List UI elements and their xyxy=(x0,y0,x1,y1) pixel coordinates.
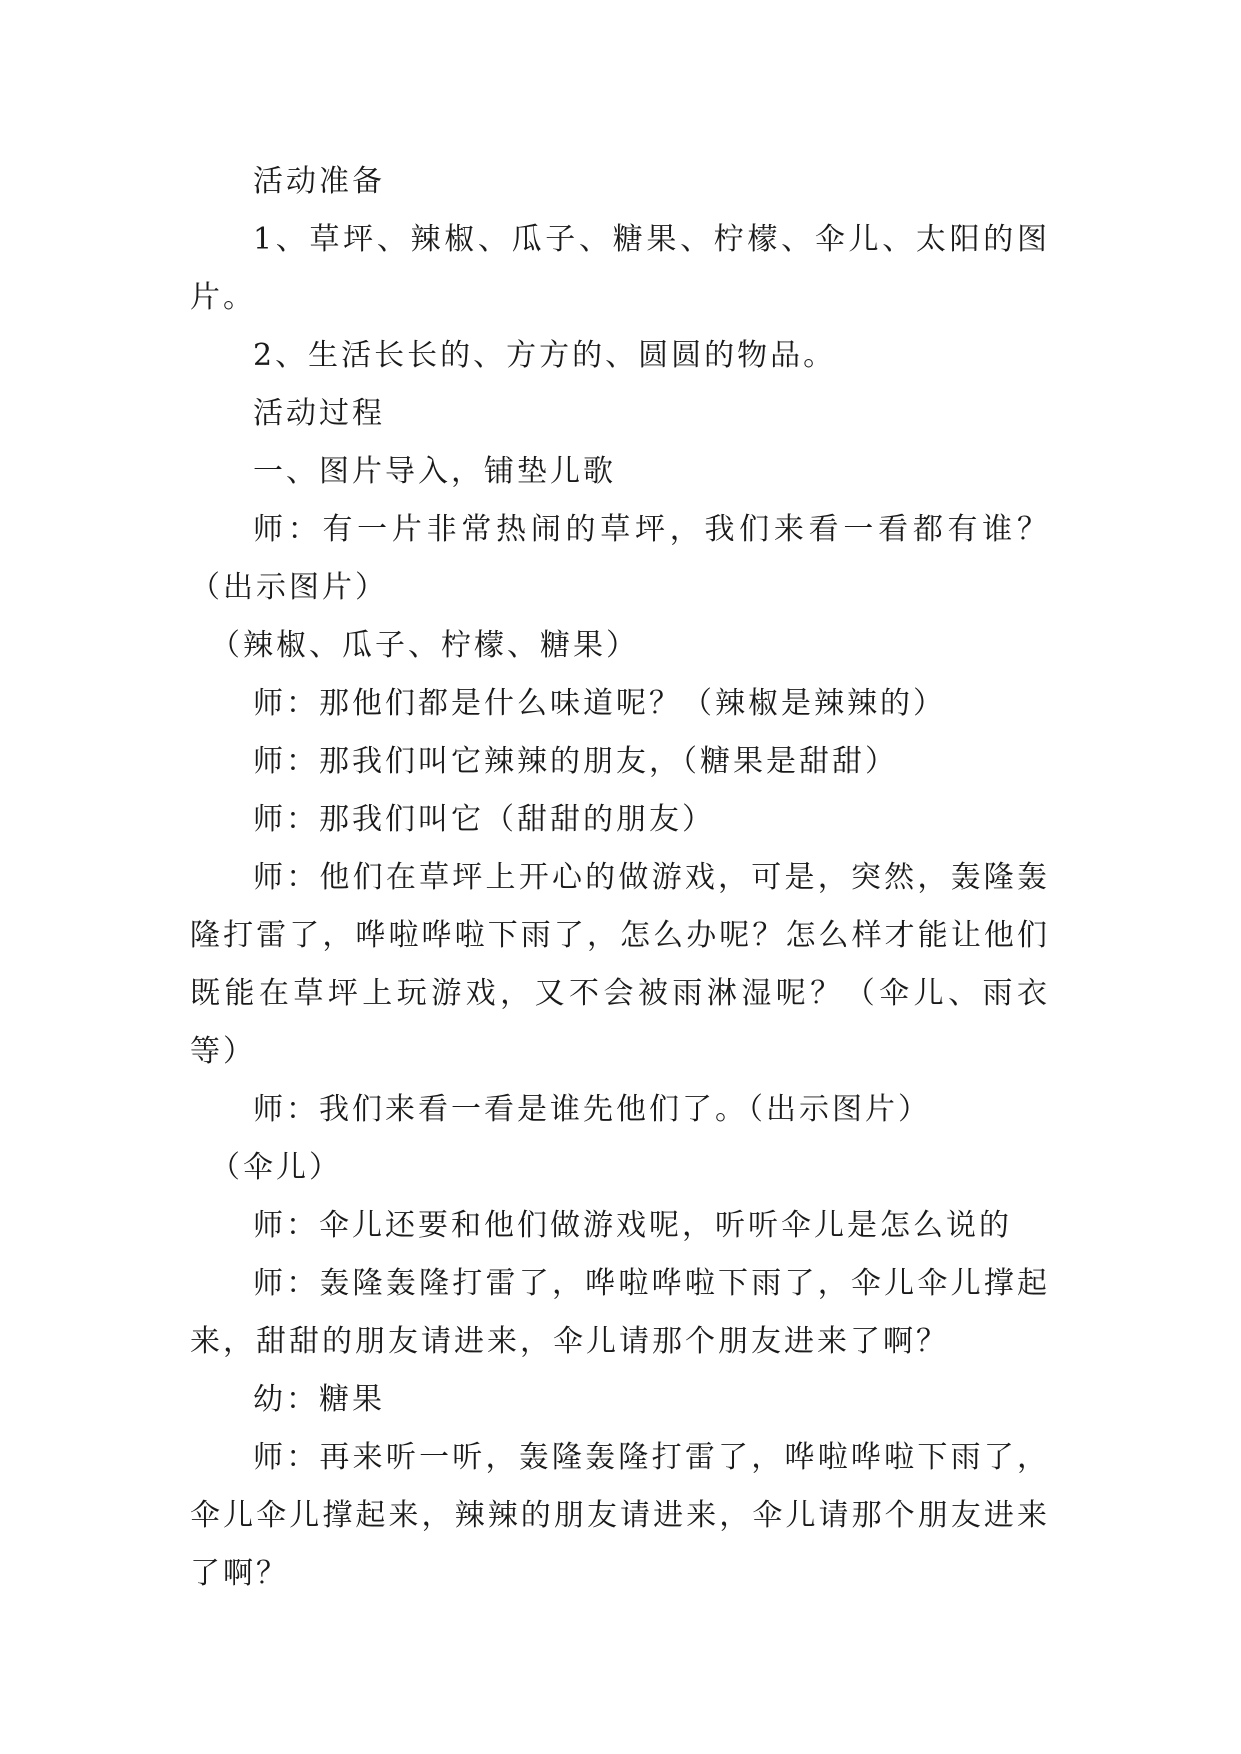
paragraph: 师：那他们都是什么味道呢？（辣椒是辣辣的） xyxy=(253,686,946,721)
paragraph: 师：有一片非常热闹的草坪，我们来看一看都有谁？（出示图片） xyxy=(190,512,1050,605)
paragraph: （伞儿） xyxy=(210,1150,342,1185)
paragraph: 幼：糖果 xyxy=(253,1382,385,1417)
paragraph: 师：那我们叫它（甜甜的朋友） xyxy=(253,802,715,837)
paragraph: 2、生活长长的、方方的、圆圆的物品。 xyxy=(253,338,837,373)
paragraph: （辣椒、瓜子、柠檬、糖果） xyxy=(210,628,639,663)
paragraph: 1、草坪、辣椒、瓜子、糖果、柠檬、伞儿、太阳的图片。 xyxy=(190,222,1050,315)
paragraph: 师：轰隆轰隆打雷了，哗啦哗啦下雨了，伞儿伞儿撑起来，甜甜的朋友请进来，伞儿请那个朋友进来了啊？ xyxy=(190,1266,1050,1359)
paragraph: 师：那我们叫它辣辣的朋友，（糖果是甜甜） xyxy=(253,744,898,779)
paragraph: 师：他们在草坪上开心的做游戏，可是，突然，轰隆轰隆打雷了，哗啦哗啦下雨了，怎么办呢？怎么样才能让他们既能在草坪上玩游戏，又不会被雨淋湿呢？（伞儿、雨衣等） xyxy=(190,860,1050,1069)
paragraph: 师：伞儿还要和他们做游戏呢，听听伞儿是怎么说的 xyxy=(253,1208,1012,1243)
section-heading-preparation: 活动准备 xyxy=(253,164,385,199)
subsection-heading: 一、图片导入，铺垫儿歌 xyxy=(253,454,616,489)
paragraph: 师：再来听一听，轰隆轰隆打雷了，哗啦哗啦下雨了，伞儿伞儿撑起来，辣辣的朋友请进来，伞儿请那个朋友进来了啊？ xyxy=(190,1440,1050,1591)
paragraph: 师：我们来看一看是谁先他们了。（出示图片） xyxy=(253,1092,931,1127)
document-body xyxy=(190,153,1050,1603)
section-heading-process: 活动过程 xyxy=(253,396,385,431)
